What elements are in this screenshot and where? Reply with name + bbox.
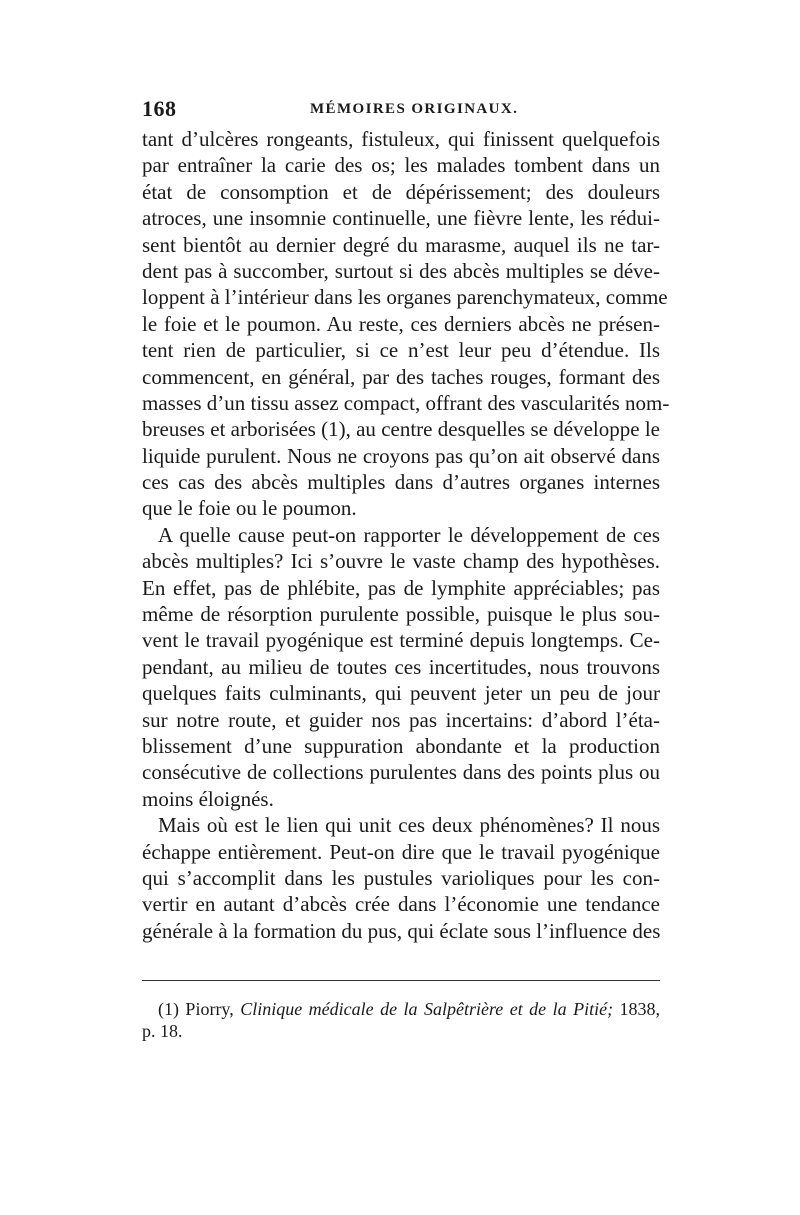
text-line: vent le travail pyogénique est terminé depuis longtemps. Ce- [142, 628, 660, 653]
text-line: breuses et arborisées (1), au centre desquelles se développe le [142, 417, 660, 442]
footnote-title: Clinique médicale de la Salpêtrière et de la Pitié; [240, 999, 614, 1019]
text-line: générale à la formation du pus, qui éclate sous l’influence des [142, 918, 661, 943]
footnote-year: 1838, [619, 999, 661, 1019]
text-line: tent rien de particulier, si ce n’est leur peu d’étendue. Ils [142, 338, 660, 363]
text-line: sur notre route, et guider nos pas incertains: d’abord l’éta- [142, 707, 660, 732]
footnote [142, 998, 660, 1042]
footnote-divider [142, 980, 660, 981]
text-line: le foie et le poumon. Au reste, ces derniers abcès ne présen- [142, 311, 660, 336]
text-line: masses d’un tissu assez compact, offrant des vascularités nom- [142, 390, 670, 415]
text-line-paragraph-start: Mais où est le lien qui unit ces deux phénomènes? Il nous [158, 813, 660, 838]
text-line: blissement d’une suppuration abondante et la production [142, 733, 660, 758]
text-line: par entraîner la carie des os; les malades tombent dans un [142, 153, 660, 178]
footnote-line [142, 1020, 660, 1042]
text-line: loppent à l’intérieur dans les organes parenchymateux, comme [142, 285, 668, 310]
text-line: état de consomption et de dépérissement; des douleurs [142, 179, 660, 204]
text-line: abcès multiples? Ici s’ouvre le vaste champ des hypothèses. [142, 549, 660, 574]
text-line: quelques faits culminants, qui peuvent jeter un peu de jour [142, 681, 660, 706]
footnote-pages: p. 18. [142, 1021, 183, 1041]
text-line-paragraph-end: moins éloignés. [142, 786, 274, 811]
text-line: qui s’accomplit dans les pustules varioliques pour les con- [142, 865, 660, 890]
text-line: échappe entièrement. Peut-on dire que le travail pyogénique [142, 839, 660, 864]
footnote-marker: (1) Piorry, [158, 999, 234, 1019]
text-line: En effet, pas de phlébite, pas de lymphite appréciables; pas [142, 575, 660, 600]
text-line-paragraph-end: que le foie ou le poumon. [142, 496, 357, 521]
text-line: dent pas à succomber, surtout si des abcès multiples se déve- [142, 258, 660, 283]
text-line: vertir en autant d’abcès crée dans l’économie une tendance [142, 892, 660, 917]
text-line-paragraph-start: A quelle cause peut-on rapporter le développement de ces [158, 522, 660, 547]
text-line: atroces, une insomnie continuelle, une fièvre lente, les rédui- [142, 206, 660, 231]
running-title: MÉMOIRES ORIGINAUX. [310, 101, 519, 117]
text-line: sent bientôt au dernier degré du marasme, auquel ils ne tar- [142, 232, 660, 257]
text-line: commencent, en général, par des taches rouges, formant des [142, 364, 660, 389]
footnote-line [142, 998, 660, 1020]
text-line: liquide purulent. Nous ne croyons pas qu’on ait observé dans [142, 443, 660, 468]
text-line: ces cas des abcès multiples dans d’autres organes internes [142, 470, 660, 495]
page-header [142, 96, 662, 126]
text-line: tant d’ulcères rongeants, fistuleux, qui finissent quelquefois [142, 127, 660, 151]
text-line: pendant, au milieu de toutes ces incertitudes, nous trouvons [142, 654, 660, 679]
text-line: même de résorption purulente possible, puisque le plus sou- [142, 602, 660, 627]
text-line: consécutive de collections purulentes dans des points plus ou [142, 760, 660, 785]
body-text [142, 126, 670, 944]
page-number: 168 [142, 96, 177, 121]
